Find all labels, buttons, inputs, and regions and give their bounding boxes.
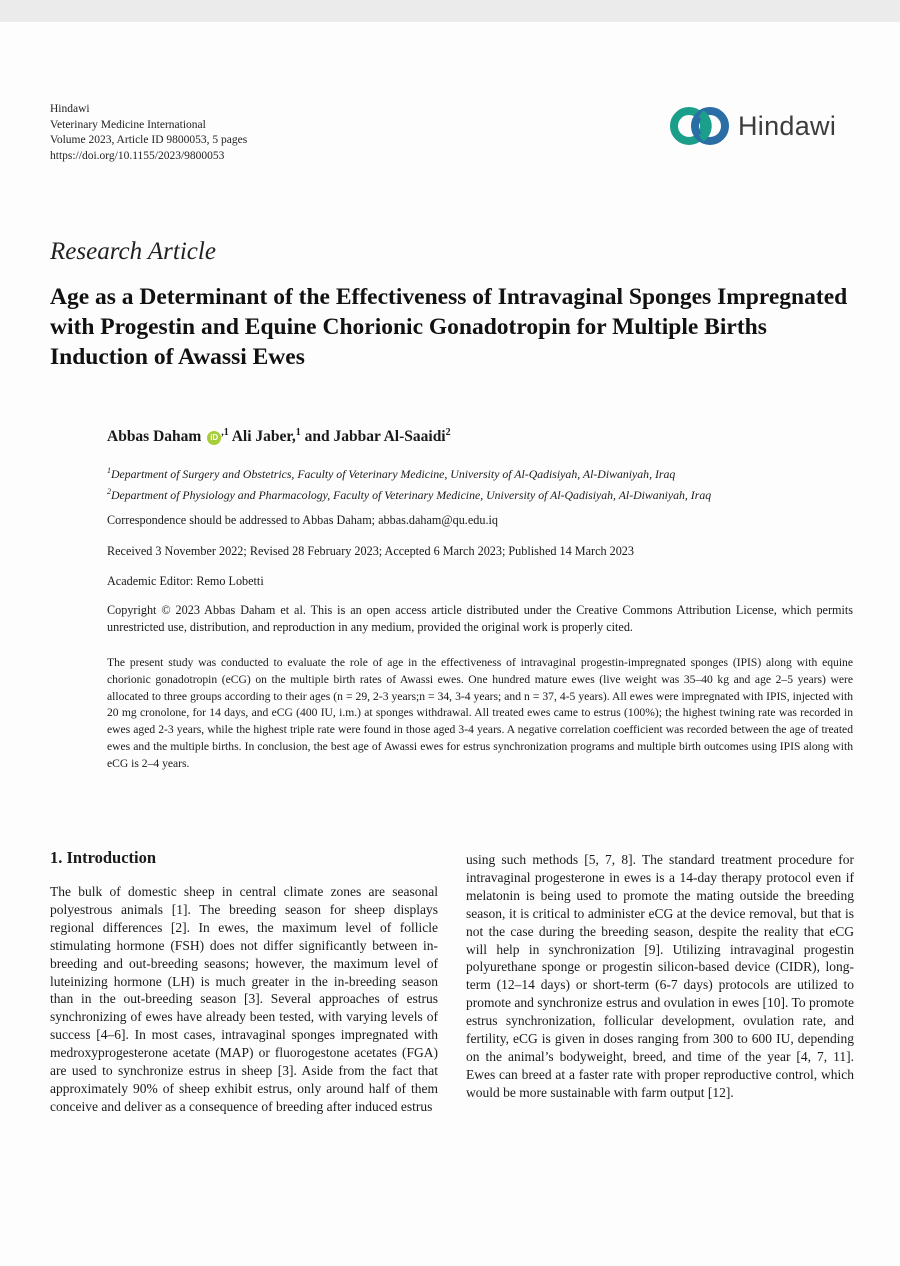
hindawi-logo — [668, 102, 836, 150]
affiliations — [107, 462, 711, 504]
correspondence: Correspondence should be addressed to Abbas Daham; abbas.daham@qu.edu.iq — [107, 513, 498, 527]
author-affil-sup: 1 — [295, 427, 301, 438]
article-title: Age as a Determinant of the Effectiveness of Intravaginal Sponges Impregnated with Progestin and Equine Chorionic Gonadotropin for Multiple Births Induction of Awassi Ewes — [50, 284, 848, 370]
section-heading: 1. Introduction — [50, 848, 157, 867]
volume-line: Volume 2023, Article ID 9800053, 5 pages — [50, 134, 248, 146]
affiliation-sup: 1 — [107, 466, 111, 475]
body-column-left: The bulk of domestic sheep in central climate zones are seasonal polyestrous animals [1]. The breeding season for sheep displays regional differences [2]. In ewes, the maximum level of follicle stimulating hormone (FSH) does not differ significantly between in-breeding and out-breeding seasons; however, the maximum level of luteinizing hormone (LH) is much greater in the in-breeding season than in the out-breeding season [3]. Several approaches of estrus synchronizing of ewes have already been tested, with varying levels of success [4–6]. In most cases, intravaginal sponges impregnated with medroxyprogesterone acetate (MAP) or fluorogestone acetates (FGA) are used to synchronize estrus in sheep [3]. Aside from the fact that approximately 90% of sheep exhibit estrus, only around half of them conceive and deliver as a consequence of breeding after induced estrus — [50, 884, 438, 1114]
hindawi-rings-icon — [668, 102, 734, 150]
journal-meta — [50, 102, 247, 164]
affiliation-line — [107, 462, 711, 483]
publisher-name: Hindawi — [50, 103, 90, 115]
viewer-top-bar — [0, 0, 900, 22]
doi-link[interactable]: https://doi.org/10.1155/2023/9800053 — [50, 149, 225, 162]
article-type: Research Article — [50, 238, 216, 265]
author-affil-sup: 2 — [445, 427, 451, 438]
affiliation-line — [107, 483, 711, 504]
paper-page — [0, 22, 900, 1266]
author-affil-sup: ,1 — [221, 427, 229, 438]
author-name[interactable]: Ali Jaber, — [231, 428, 296, 446]
body-column-right: using such methods [5, 7, 8]. The standard treatment procedure for intravaginal progesterone in ewes is a 14-day therapy protocol even if melatonin is being used to promote the mating outside the breeding season, it is critical to administer eCG at the device removal, but that is not the case during the breeding season, despite the reality that eCG will help in synchronization [9]. Utilizing intravaginal progestin polyurethane sponge or progestin silicon-based device (CIDR), long-term (12–14 days) or short-term (6-7 days) protocols are utilized to promote and synchronize estrus and ovulation in ewes [10]. To promote estrus synchronization, follicular development, ovulation rate, and fertility, eCG is given in doses ranging from 300 to 600 IU, depending on the animal’s bodyweight, breed, and time of the year [4, 7, 11]. Ewes can breed at a faster rate with proper reproductive control, which would be more sustainable with farm output [12]. — [466, 852, 854, 1100]
author-name[interactable]: and Jabbar Al-Saaidi — [304, 428, 446, 446]
orcid-icon[interactable]: iD — [207, 431, 221, 445]
publication-dates: Received 3 November 2022; Revised 28 February 2023; Accepted 6 March 2023; Published 14 March 2023 — [107, 544, 634, 558]
journal-name: Veterinary Medicine International — [50, 118, 206, 131]
hindawi-logo-text: Hindawi — [738, 110, 837, 141]
affiliation-text: Department of Surgery and Obstetrics, Faculty of Veterinary Medicine, University of Al-Qadisiyah, Al-Diwaniyah, Iraq — [111, 466, 676, 481]
author-name[interactable]: Abbas Daham — [107, 428, 202, 446]
academic-editor: Academic Editor: Remo Lobetti — [107, 574, 264, 588]
abstract: The present study was conducted to evaluate the role of age in the effectiveness of intravaginal progestin-impregnated sponges (IPIS) along with equine chorionic gonadotropin (eCG) on the multiple birth rates of Awassi ewes. One hundred mature ewes (live weight was 35–40 kg and age 2–5 years) were allocated to three groups according to their ages (n = 29, 2-3 years;n = 34, 3-4 years; and n = 37, 4-5 years). All ewes were impregnated with IPIS, injected with 20 mg cronolone, for 14 days, and eCG (400 IU, i.m.) at sponges withdrawal. All treated ewes came to estrus (100%); the highest twining rate was recorded in ewes aged 2-3 years, while the highest triple rate were found in those aged 3-4 years. A negative correlation coefficient was recorded between the age of treated ewes and the multiple births. In conclusion, the best age of Awassi ewes for estrus synchronization programs and multiple birth outcomes using IPIS along with eCG is 2–4 years. — [107, 656, 853, 770]
copyright-notice: Copyright © 2023 Abbas Daham et al. This is an open access article distributed under the Creative Commons Attribution License, which permits unrestricted use, distribution, and reproduction in any medium, provided the original work is properly cited. — [107, 603, 853, 634]
affiliation-sup: 2 — [107, 486, 111, 496]
affiliation-text: Department of Physiology and Pharmacology, Faculty of Veterinary Medicine, University of Al-Qadisiyah, Al-Diwaniyah, Iraq — [111, 487, 712, 502]
author-list — [107, 427, 451, 446]
